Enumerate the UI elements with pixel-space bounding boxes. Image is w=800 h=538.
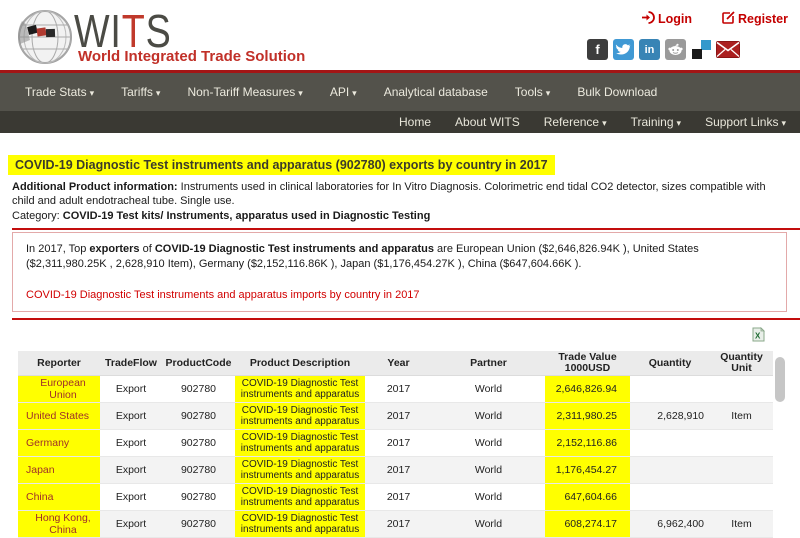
trade-value-cell: 2,646,826.94 <box>545 376 630 402</box>
quantity-unit-cell: Item <box>731 518 752 530</box>
tradeflow-cell: Export <box>115 437 147 449</box>
year-cell: 2017 <box>386 383 411 395</box>
col-header-partner[interactable]: Partner <box>470 356 507 369</box>
tradeflow-cell: Export <box>115 383 147 395</box>
email-icon[interactable] <box>717 39 738 60</box>
site-tagline: World Integrated Trade Solution <box>78 48 306 65</box>
description-cell: COVID-19 Diagnostic Test instruments and apparatus <box>235 484 365 510</box>
quantity-cell <box>630 430 710 456</box>
quantity-unit-cell <box>710 484 773 510</box>
productcode-cell: 902780 <box>180 491 217 503</box>
partner-cell: World <box>474 383 503 395</box>
productcode-cell: 902780 <box>180 464 217 476</box>
summary-bold-exporters: exporters <box>89 243 140 255</box>
site-header <box>0 0 800 73</box>
chevron-down-icon: ▾ <box>781 118 786 128</box>
twitter-icon[interactable] <box>613 39 634 60</box>
year-cell: 2017 <box>386 464 411 476</box>
partner-cell: World <box>474 491 503 503</box>
reporter-link[interactable]: Hong Kong, China <box>18 511 100 537</box>
trade-value-cell: 608,274.17 <box>545 511 630 537</box>
nav-home[interactable]: Home <box>399 115 432 129</box>
summary-text: are European Union ($2,646,826.94K ), United States ($2,311,980.25K , 2,628,910 Item), Germany ($2,152,116.86K ), Japan ($1,176,454.27K ), China ($647,604.66K ). <box>26 243 699 270</box>
scrollbar-thumb[interactable] <box>775 357 785 402</box>
export-to-excel-icon[interactable] <box>751 327 766 347</box>
table-row <box>18 484 773 511</box>
quantity-unit-cell <box>710 457 773 483</box>
delicious-icon[interactable] <box>691 39 712 60</box>
wits-letter-t: T <box>121 5 146 57</box>
year-cell: 2017 <box>386 437 411 449</box>
reporter-link[interactable]: China <box>18 484 100 510</box>
wits-globe-logo-icon <box>16 6 74 71</box>
year-cell: 2017 <box>386 518 411 530</box>
trade-value-cell: 2,311,980.25 <box>545 403 630 429</box>
col-header-trade-value[interactable]: Trade Value 1000USD <box>558 351 617 374</box>
nav-tariffs[interactable]: Tariffs ▾ <box>121 85 161 99</box>
chevron-down-icon: ▾ <box>89 88 95 98</box>
year-cell: 2017 <box>386 410 411 422</box>
quantity-cell <box>630 484 710 510</box>
col-header-reporter[interactable]: Reporter <box>37 356 81 369</box>
table-scrollbar <box>775 351 785 524</box>
nav-trade-stats[interactable]: Trade Stats ▾ <box>25 85 95 99</box>
table-body <box>18 376 773 538</box>
register-link[interactable] <box>722 11 788 27</box>
register-label: Register <box>737 12 788 26</box>
col-header-quantity-unit[interactable]: Quantity Unit <box>720 351 763 374</box>
reporter-link[interactable]: Japan <box>18 457 100 483</box>
quantity-cell <box>630 457 710 483</box>
category-value: COVID-19 Test kits/ Instruments, apparatus used in Diagnostic Testing <box>62 210 431 222</box>
table-row <box>18 376 773 403</box>
nav-api[interactable]: API ▾ <box>329 85 357 99</box>
reporter-link[interactable]: European Union <box>18 376 100 402</box>
year-cell: 2017 <box>386 491 411 503</box>
table-row <box>18 511 773 538</box>
quantity-unit-cell <box>710 376 773 402</box>
chevron-down-icon: ▾ <box>155 88 161 98</box>
description-cell: COVID-19 Diagnostic Test instruments and apparatus <box>235 511 365 537</box>
table-row <box>18 403 773 430</box>
productcode-cell: 902780 <box>180 518 217 530</box>
productcode-cell: 902780 <box>180 383 217 395</box>
nav-support-links[interactable]: Support Links ▾ <box>705 115 786 129</box>
partner-cell: World <box>474 437 503 449</box>
nav-about-wits[interactable]: About WITS <box>455 115 520 129</box>
trade-value-cell: 1,176,454.27 <box>545 457 630 483</box>
chevron-down-icon: ▾ <box>676 118 682 128</box>
nav-bulk-download[interactable]: Bulk Download <box>577 85 658 99</box>
chevron-down-icon: ▾ <box>545 88 551 98</box>
quantity-cell <box>630 376 710 402</box>
nav-non-tariff-measures[interactable]: Non-Tariff Measures ▾ <box>187 85 303 99</box>
social-icons <box>587 39 738 60</box>
summary-text: In 2017, Top <box>26 243 90 255</box>
nav-reference[interactable]: Reference ▾ <box>543 115 607 129</box>
quantity-unit-cell: Item <box>731 410 752 422</box>
primary-nav <box>0 73 800 111</box>
col-header-description[interactable]: Product Description <box>249 356 351 369</box>
tradeflow-cell: Export <box>115 518 147 530</box>
nav-analytical-database[interactable]: Analytical database <box>383 85 488 99</box>
description-cell: COVID-19 Diagnostic Test instruments and apparatus <box>235 376 365 402</box>
category-line <box>12 210 788 222</box>
reporter-link[interactable]: United States <box>18 403 100 429</box>
description-cell: COVID-19 Diagnostic Test instruments and apparatus <box>235 430 365 456</box>
additional-info-text: Instruments used in clinical laboratories for In Vitro Diagnosis. Colorimetric end tidal CO2 detector, sizes compatible with child and adult endotracheal tube. Single use. <box>12 181 766 207</box>
quantity-cell: 6,962,400 <box>657 518 704 530</box>
nav-training[interactable]: Training ▾ <box>630 115 682 129</box>
secondary-nav <box>0 111 800 133</box>
facebook-icon[interactable]: f <box>587 39 608 60</box>
col-header-productcode[interactable]: ProductCode <box>165 356 232 369</box>
imports-by-country-link[interactable]: COVID-19 Diagnostic Test instruments and apparatus imports by country in 2017 <box>26 289 420 301</box>
divider-top <box>12 228 800 230</box>
chevron-down-icon: ▾ <box>602 118 607 128</box>
register-icon <box>722 11 735 27</box>
tradeflow-cell: Export <box>115 410 147 422</box>
linkedin-icon[interactable]: in <box>639 39 660 60</box>
tradeflow-cell: Export <box>115 464 147 476</box>
additional-product-info <box>12 181 788 208</box>
partner-cell: World <box>474 410 503 422</box>
summary-bold-product: COVID-19 Diagnostic Test instruments and apparatus <box>154 243 434 255</box>
table-row <box>18 430 773 457</box>
login-label: Login <box>657 12 692 26</box>
trade-data-table <box>18 351 773 538</box>
trade-value-cell: 2,152,116.86 <box>545 430 630 456</box>
tradeflow-cell: Export <box>115 491 147 503</box>
partner-cell: World <box>474 464 503 476</box>
wits-letters-wi: WI <box>74 5 122 57</box>
summary-text: of <box>139 243 155 255</box>
main-content <box>0 133 800 538</box>
summary-box <box>12 232 787 312</box>
chevron-down-icon: ▾ <box>352 88 357 98</box>
divider-bottom <box>12 318 800 320</box>
reporter-link[interactable]: Germany <box>18 430 100 456</box>
login-icon <box>642 11 655 27</box>
table-header-row <box>18 351 773 376</box>
trade-value-cell: 647,604.66 <box>545 484 630 510</box>
col-header-tradeflow[interactable]: TradeFlow <box>105 356 157 369</box>
chevron-down-icon: ▾ <box>298 88 303 98</box>
description-cell: COVID-19 Diagnostic Test instruments and apparatus <box>235 457 365 483</box>
svg-text:X: X <box>755 331 761 341</box>
productcode-cell: 902780 <box>180 437 217 449</box>
additional-info-label: Additional Product information: <box>12 181 178 193</box>
wits-letter-s: S <box>145 5 172 57</box>
quantity-unit-cell <box>710 430 773 456</box>
col-header-quantity[interactable]: Quantity <box>648 356 692 369</box>
summary-paragraph <box>26 242 773 272</box>
account-links <box>642 11 788 27</box>
page-title: COVID-19 Diagnostic Test instruments and apparatus (902780) exports by country in 2017 <box>8 155 555 175</box>
partner-cell: World <box>474 518 503 530</box>
table-row <box>18 457 773 484</box>
col-header-year[interactable]: Year <box>387 356 410 369</box>
productcode-cell: 902780 <box>180 410 217 422</box>
login-link[interactable] <box>642 11 692 27</box>
description-cell: COVID-19 Diagnostic Test instruments and apparatus <box>235 403 365 429</box>
quantity-cell: 2,628,910 <box>657 410 704 422</box>
nav-tools[interactable]: Tools ▾ <box>514 85 551 99</box>
category-label: Category: <box>12 210 63 222</box>
reddit-icon[interactable] <box>665 39 686 60</box>
